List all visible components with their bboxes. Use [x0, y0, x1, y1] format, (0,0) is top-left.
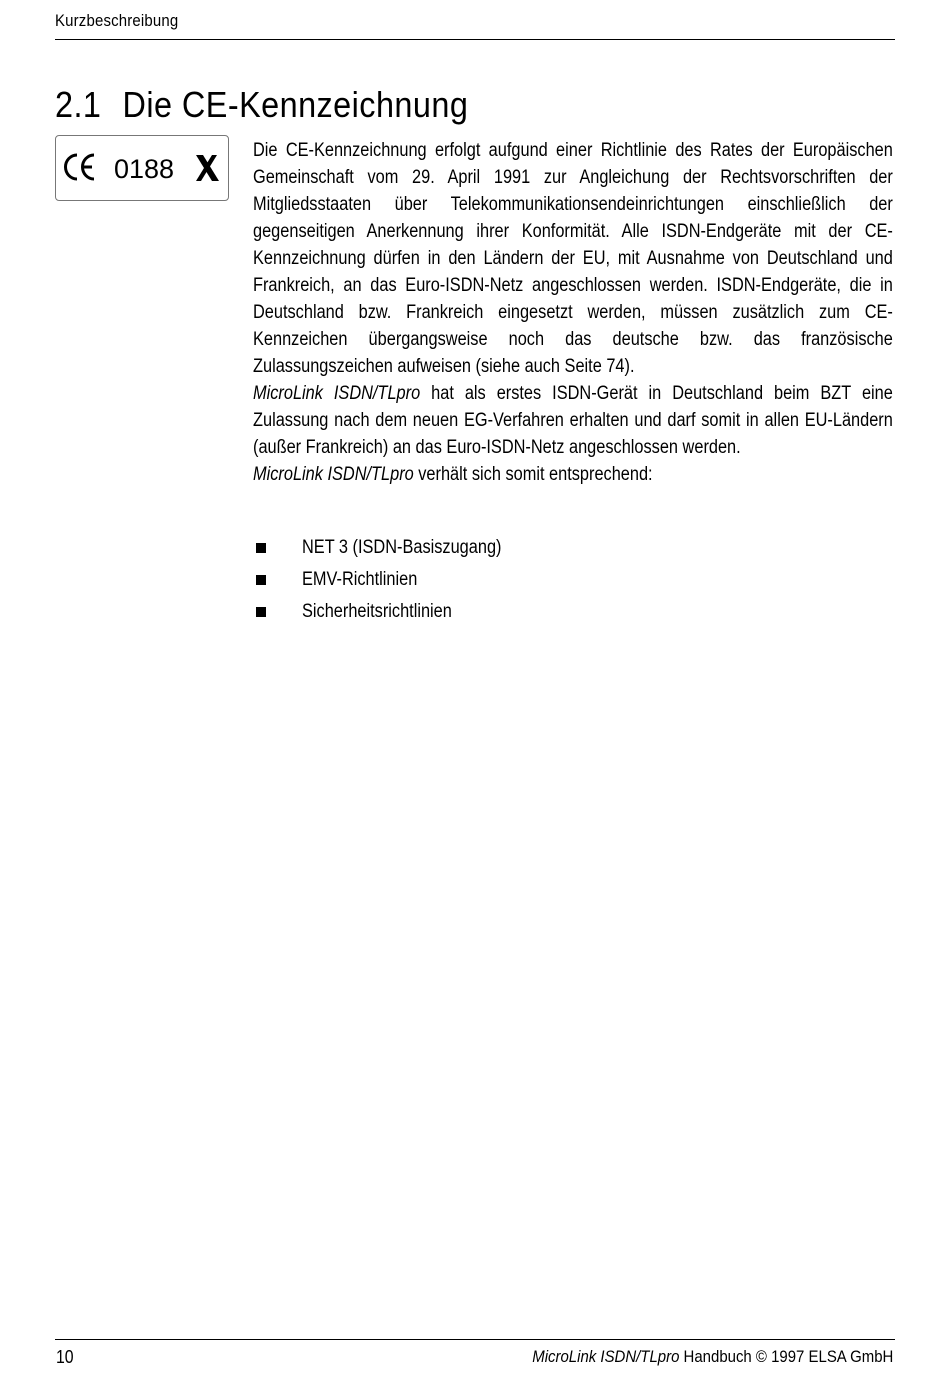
product-name-2: MicroLink ISDN/TLpro	[253, 464, 414, 485]
section-heading	[55, 84, 468, 126]
list-item-text: Sicherheitsrichtlinien	[302, 601, 452, 622]
footer-copyright: Handbuch © 1997 ELSA GmbH	[679, 1347, 893, 1366]
ce-mark-logo	[56, 136, 230, 202]
header-rule	[55, 39, 895, 40]
paragraph-compliance-text: verhält sich somit entsprechend:	[413, 464, 653, 485]
paragraph-approval	[253, 380, 893, 461]
list-item-text: EMV-Richtlinien	[302, 569, 418, 590]
product-name: MicroLink ISDN/TLpro	[253, 383, 421, 404]
bullet-square-icon	[256, 575, 266, 585]
ce-mark-number: 0188	[114, 154, 175, 184]
footer-product-name: MicroLink ISDN/TLpro	[531, 1347, 680, 1366]
paragraph-compliance	[253, 461, 893, 488]
section-number: 2.1	[55, 84, 102, 125]
section-title: Die CE-Kennzeichnung	[122, 84, 469, 125]
page-number: 10	[56, 1347, 74, 1367]
bullet-square-icon	[256, 543, 266, 553]
list-item-text: NET 3 (ISDN-Basiszugang)	[302, 537, 502, 558]
running-title: Kurzbeschreibung	[55, 11, 179, 30]
ce-mark-box	[55, 135, 229, 201]
paragraph-approval-text: hat als erstes ISDN-Gerät in Deutschland beim BZT eine Zulassung nach dem neuen EG-Verfahren erhalten und darf somit in allen EU-Ländern (außer Frankreich) an das Euro-ISDN-Netz angeschlossen werden.	[253, 383, 893, 458]
paragraph-ce-directive: Die CE-Kennzeichnung erfolgt aufgund einer Richtlinie des Rates der Europäischen Gemeinschaft vom 29. April 1991 zur Angleichung der Rechtsvorschriften der Mitgliedsstaaten über Telekommunikationsendeinrichtungen einschließlich der gegenseitigen Anerkennung ihrer Konformität. Alle ISDN-Endgeräte mit der CE-Kennzeichnung dürfen in den Ländern der EU, mit Ausnahme von Deutschland und Frankreich, an das Euro-ISDN-Netz angeschlossen werden. ISDN-Endgeräte, die in Deutschland bzw. Frankreich eingesetzt werden, müssen zusätzlich zum CE-Kennzeichen übergangsweise noch das deutsche bzw. das französische Zulassungszeichen aufweisen (siehe auch Seite 74).	[253, 140, 893, 377]
body-text	[253, 137, 893, 488]
bullet-square-icon	[256, 607, 266, 617]
footer-imprint	[532, 1347, 893, 1367]
footer-rule	[55, 1339, 895, 1340]
